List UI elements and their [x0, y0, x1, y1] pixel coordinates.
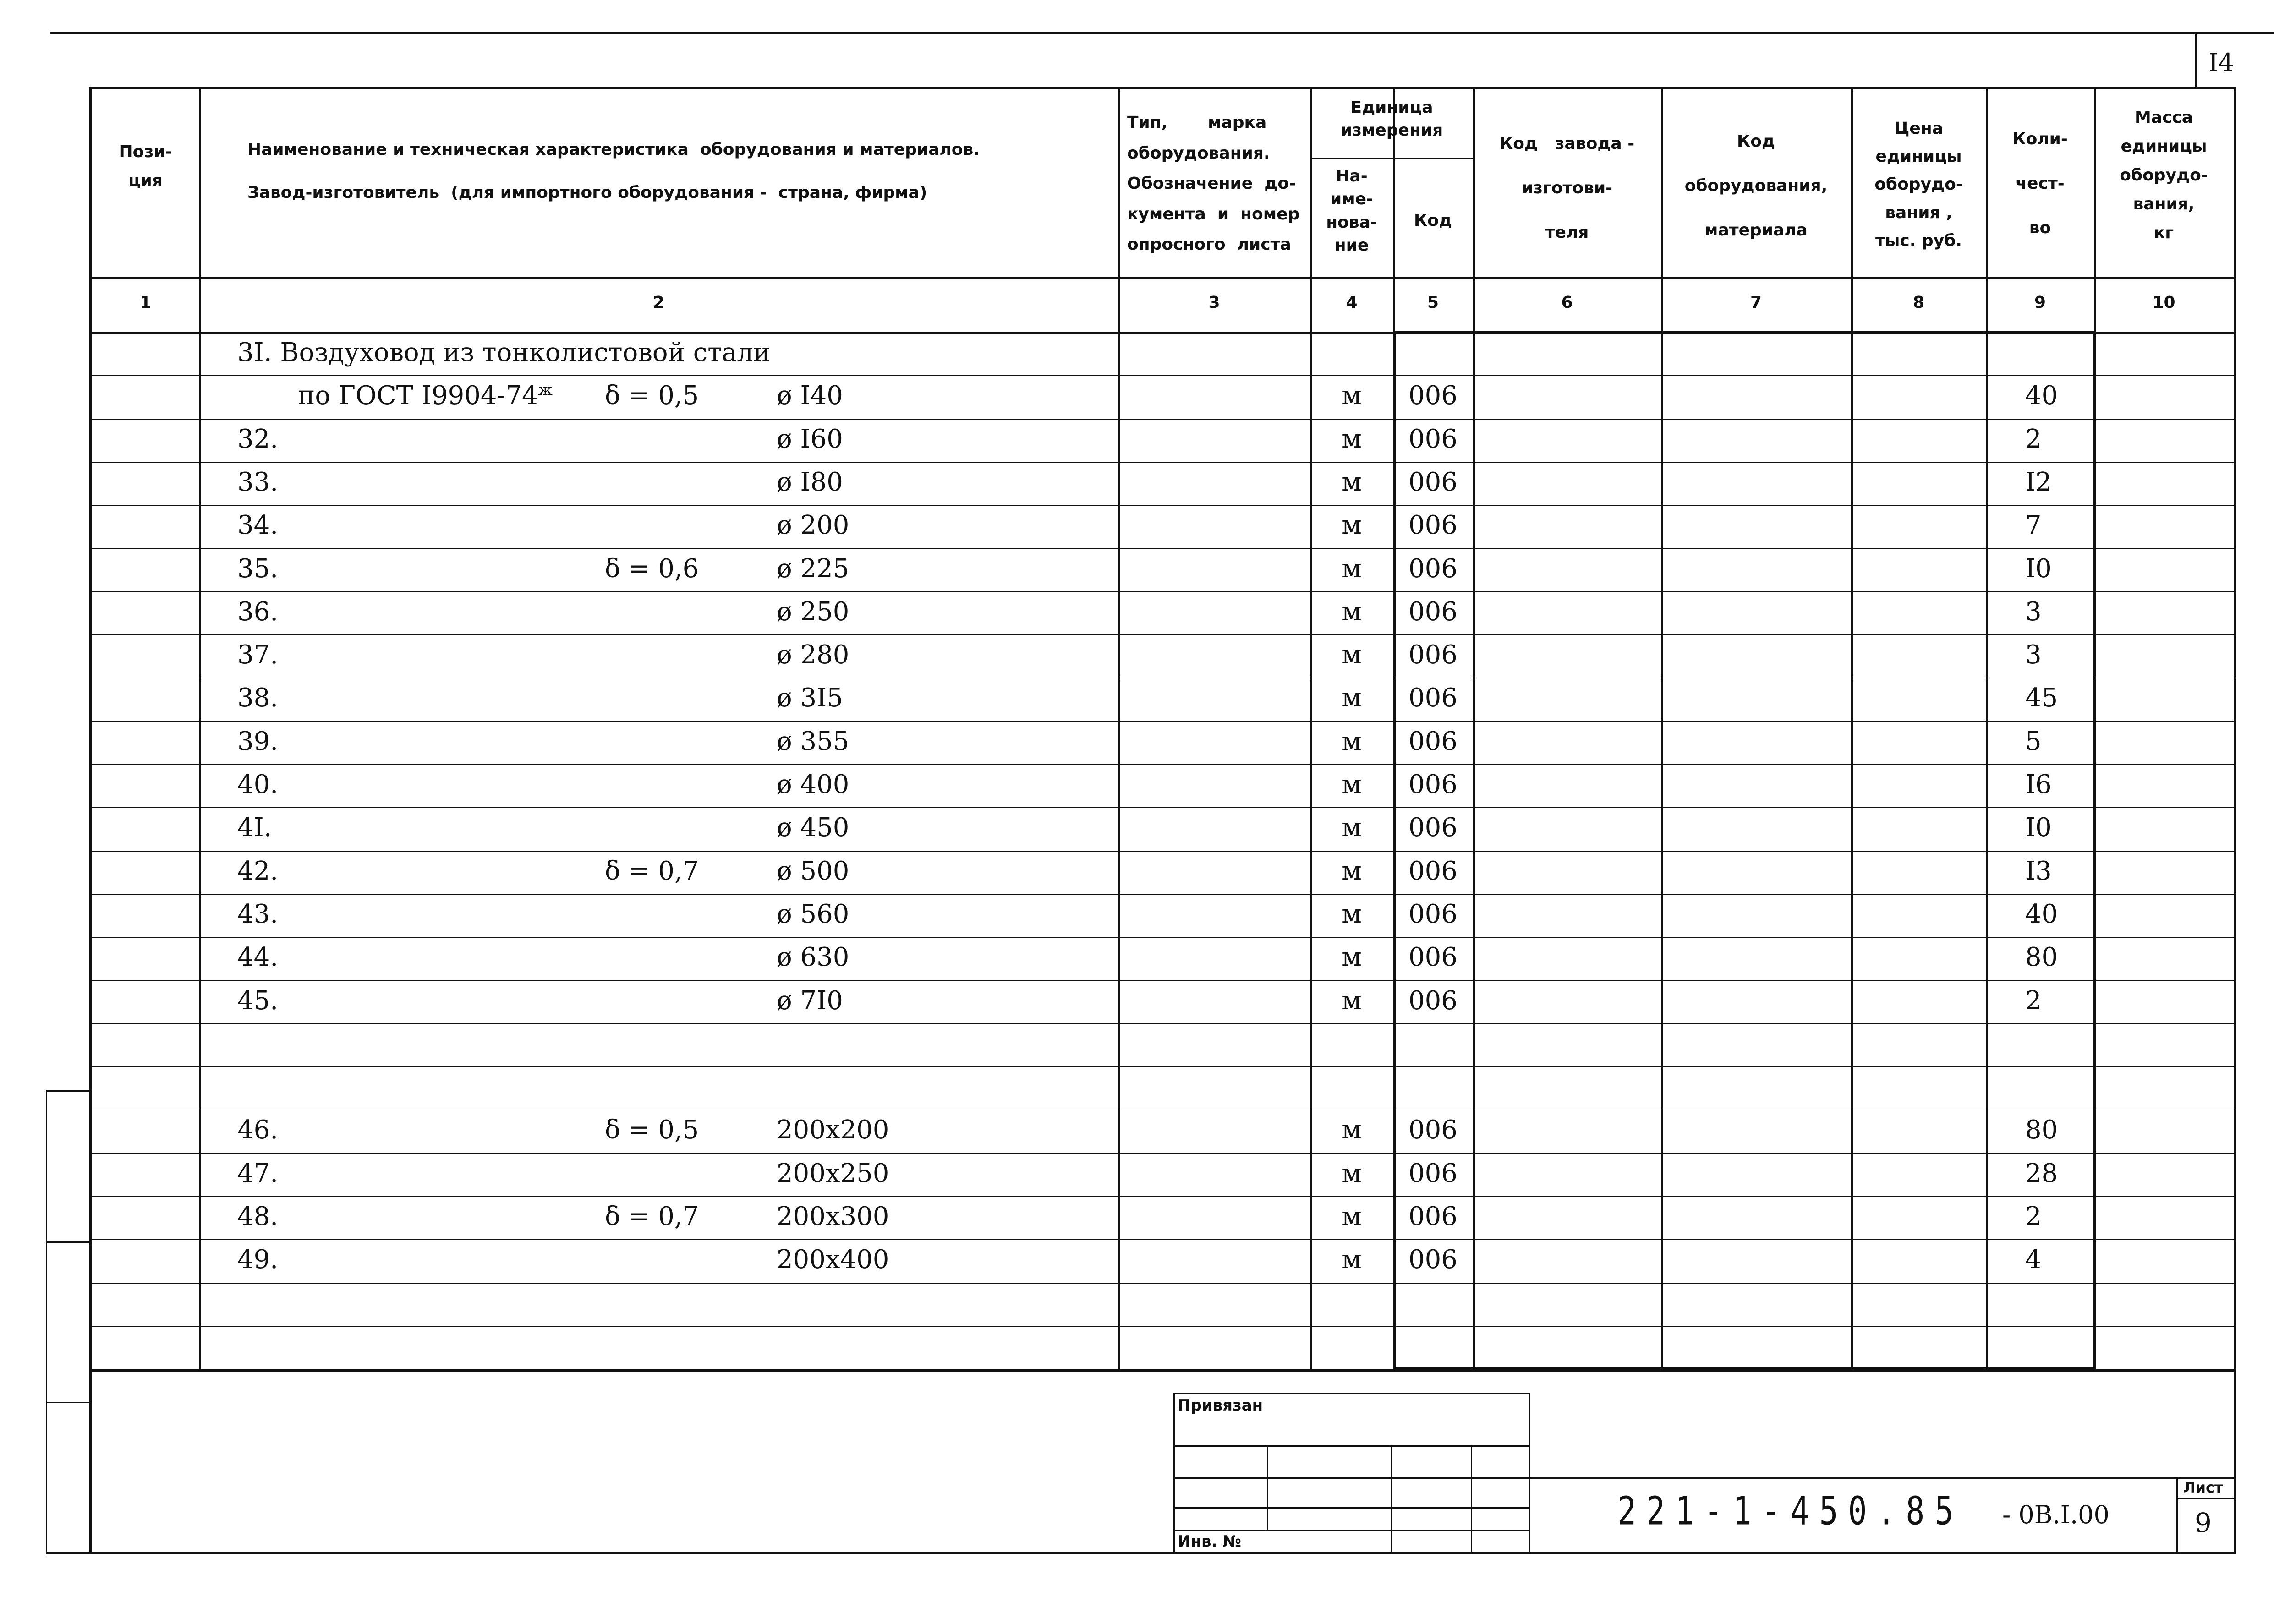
header-unit-mass: Масса единицы оборудо- вания, кг	[2120, 108, 2208, 242]
row-line	[92, 980, 2234, 981]
column-line	[1986, 87, 1988, 1370]
row-quantity: 2	[2025, 424, 2042, 454]
row-size: ø I80	[777, 467, 843, 497]
row-size: ø 355	[777, 726, 849, 756]
row-line	[92, 505, 2234, 506]
row-position: 49.	[237, 1245, 279, 1275]
thick-border	[1393, 331, 2096, 334]
row-unit: м	[1342, 510, 1362, 541]
row-position: 47.	[237, 1158, 279, 1188]
row-line	[92, 807, 2234, 808]
column-number: 4	[1346, 293, 1358, 312]
row-name-superscript: ж	[538, 381, 553, 399]
row-quantity: 80	[2025, 942, 2058, 973]
row-unit-code: 006	[1408, 726, 1458, 756]
row-unit: м	[1342, 596, 1362, 627]
stamp-inventory-label: Инв. №	[1178, 1532, 1242, 1551]
row-quantity: 7	[2025, 510, 2042, 541]
row-unit: м	[1342, 640, 1362, 670]
row-unit: м	[1342, 726, 1362, 756]
column-line	[1851, 87, 1853, 1370]
row-name: по ГОСТ $I9904-74^ж$	[298, 381, 553, 411]
row-unit-code: 006	[1408, 899, 1458, 929]
row-unit-code: 006	[1408, 985, 1458, 1016]
row-unit: м	[1342, 1202, 1362, 1231]
row-quantity: 40	[2025, 899, 2058, 929]
stamp-privyazan-label: Привязан	[1178, 1396, 1263, 1415]
row-quantity: 45	[2025, 683, 2058, 713]
row-quantity: 3	[2025, 596, 2042, 627]
row-unit-code: 006	[1408, 1245, 1458, 1275]
row-unit: м	[1342, 1158, 1362, 1188]
row-size: ø I40	[777, 381, 843, 411]
row-line	[92, 634, 2234, 635]
row-unit: м	[1342, 856, 1362, 886]
row-position: 48.	[237, 1202, 279, 1231]
row-size: 200x300	[777, 1202, 889, 1231]
header-unit-name: На- име- нова- ние	[1326, 167, 1377, 255]
row-unit: м	[1342, 424, 1362, 454]
row-position: 4I.	[237, 813, 272, 843]
header-line	[92, 277, 2234, 279]
row-unit-code: 006	[1408, 856, 1458, 886]
row-quantity: I3	[2025, 856, 2052, 886]
header-name: Наименование и техническая характеристика оборудования и материалов. Завод-изготовитель (для импортного оборудования - страна, фирма)	[247, 140, 980, 202]
row-quantity: 5	[2025, 726, 2042, 756]
row-thickness: δ = 0,7	[605, 1202, 699, 1231]
row-position: 44.	[237, 942, 279, 973]
header-quantity: Коли- чест- во	[2012, 130, 2068, 238]
row-unit: м	[1342, 1245, 1362, 1275]
column-number: 8	[1912, 293, 1925, 312]
row-line	[92, 721, 2234, 722]
row-line	[92, 937, 2234, 938]
row-line	[92, 375, 2234, 376]
row-line	[92, 1153, 2234, 1154]
row-line	[92, 462, 2234, 463]
row-position: 36.	[237, 596, 279, 627]
row-size: ø 630	[777, 942, 849, 973]
header-subline	[1310, 158, 1473, 159]
row-position: 39.	[237, 726, 279, 756]
row-unit: м	[1342, 381, 1362, 411]
table-bottom	[92, 1370, 2234, 1372]
header-unit-price: Цена единицы оборудо- вания , тыс. руб.	[1874, 119, 1963, 250]
row-line	[92, 1239, 2234, 1240]
header-type: Тип, марка оборудования. Обозначение до- кумента и номер опросного листа	[1127, 113, 1300, 254]
stamp-document-number: 221-1-450.85	[1617, 1489, 1964, 1534]
header-equipment-code: Код оборудования, материала	[1684, 132, 1828, 240]
row-position: 33.	[237, 467, 279, 497]
row-thickness: δ = 0,6	[605, 553, 699, 584]
row-size: 200x250	[777, 1158, 889, 1188]
row-unit-code: 006	[1408, 813, 1458, 843]
row-line	[92, 591, 2234, 592]
row-size: ø 225	[777, 553, 849, 584]
header-plant-code: Код завода - изготови- теля	[1499, 134, 1635, 242]
column-number: 5	[1427, 293, 1439, 312]
row-quantity: 28	[2025, 1158, 2058, 1188]
row-line	[92, 419, 2234, 420]
column-number: 3	[1208, 293, 1220, 312]
row-line	[92, 548, 2234, 549]
row-position: 37.	[237, 640, 279, 670]
row-size: ø 400	[777, 770, 849, 799]
row-size: ø 560	[777, 899, 849, 929]
row-unit: м	[1342, 553, 1362, 584]
row-line	[92, 1023, 2234, 1024]
row-quantity: 3	[2025, 640, 2042, 670]
row-quantity: I0	[2025, 553, 2052, 584]
row-quantity: 80	[2025, 1115, 2058, 1145]
row-line	[92, 1326, 2234, 1327]
row-position: 32.	[237, 424, 279, 454]
header-unit-group: Единица измерения	[1340, 98, 1443, 140]
row-position: 38.	[237, 683, 279, 713]
row-quantity: 2	[2025, 985, 2042, 1016]
row-size: ø 450	[777, 813, 849, 843]
stamp-sheet-label: Лист	[2183, 1479, 2223, 1496]
row-position: 34.	[237, 510, 279, 541]
row-unit-code: 006	[1408, 1202, 1458, 1231]
row-unit-code: 006	[1408, 596, 1458, 627]
column-line	[199, 87, 201, 1370]
row-size: ø 200	[777, 510, 849, 541]
column-number: 2	[652, 293, 665, 312]
row-unit-code: 006	[1408, 467, 1458, 497]
row-quantity: 2	[2025, 1202, 2042, 1231]
row-size: ø 7I0	[777, 985, 843, 1016]
row-unit: м	[1342, 770, 1362, 799]
column-number: 9	[2034, 293, 2046, 312]
stamp-sheet-number: 9	[2195, 1507, 2212, 1538]
row-thickness: δ = 0,7	[605, 856, 699, 886]
row-unit: м	[1342, 467, 1362, 497]
row-position: 46.	[237, 1115, 279, 1145]
row-quantity: 4	[2025, 1245, 2042, 1275]
row-unit-code: 006	[1408, 424, 1458, 454]
row-size: ø I60	[777, 424, 843, 454]
column-line	[1118, 87, 1120, 1370]
row-thickness: δ = 0,5	[605, 381, 699, 411]
row-unit: м	[1342, 985, 1362, 1016]
row-line	[92, 764, 2234, 765]
row-unit: м	[1342, 899, 1362, 929]
row-position: 42.	[237, 856, 279, 886]
row-size: ø 250	[777, 596, 849, 627]
row-name: 3I. Воздуховод из тонколистовой стали	[237, 338, 771, 367]
row-position: 35.	[237, 553, 279, 584]
row-size: ø 500	[777, 856, 849, 886]
row-line	[92, 1283, 2234, 1284]
row-size: 200x400	[777, 1245, 889, 1275]
row-unit-code: 006	[1408, 1158, 1458, 1188]
row-unit: м	[1342, 942, 1362, 973]
row-position: 45.	[237, 985, 279, 1016]
row-unit-code: 006	[1408, 553, 1458, 584]
column-number: 7	[1750, 293, 1762, 312]
column-number: 10	[2152, 293, 2175, 312]
row-unit-code: 006	[1408, 640, 1458, 670]
column-number: 6	[1561, 293, 1573, 312]
row-line	[92, 1066, 2234, 1067]
column-number: 1	[139, 293, 152, 312]
row-unit-code: 006	[1408, 942, 1458, 973]
row-quantity: I2	[2025, 467, 2052, 497]
row-unit: м	[1342, 813, 1362, 843]
column-line	[1661, 87, 1663, 1370]
row-unit-code: 006	[1408, 510, 1458, 541]
row-size: 200x200	[777, 1115, 889, 1145]
row-unit-code: 006	[1408, 381, 1458, 411]
header-position: Пози- ция	[119, 142, 172, 190]
sheet-corner-number: I4	[2208, 48, 2234, 77]
row-line	[92, 851, 2234, 852]
row-line	[92, 1196, 2234, 1197]
row-position: 40.	[237, 770, 279, 799]
row-line	[92, 894, 2234, 895]
column-line	[1473, 87, 1475, 1370]
header-unit-code: Код	[1414, 211, 1452, 230]
row-quantity: 40	[2025, 381, 2058, 411]
row-unit: м	[1342, 683, 1362, 713]
stamp-document-suffix: - 0В.I.00	[2002, 1500, 2110, 1529]
row-thickness: δ = 0,5	[605, 1115, 699, 1145]
row-unit-code: 006	[1408, 770, 1458, 799]
row-quantity: I6	[2025, 770, 2052, 799]
row-unit-code: 006	[1408, 683, 1458, 713]
row-unit-code: 006	[1408, 1115, 1458, 1145]
row-quantity: I0	[2025, 813, 2052, 843]
row-size: ø 3I5	[777, 683, 843, 713]
row-position: 43.	[237, 899, 279, 929]
row-unit: м	[1342, 1115, 1362, 1145]
row-size: ø 280	[777, 640, 849, 670]
